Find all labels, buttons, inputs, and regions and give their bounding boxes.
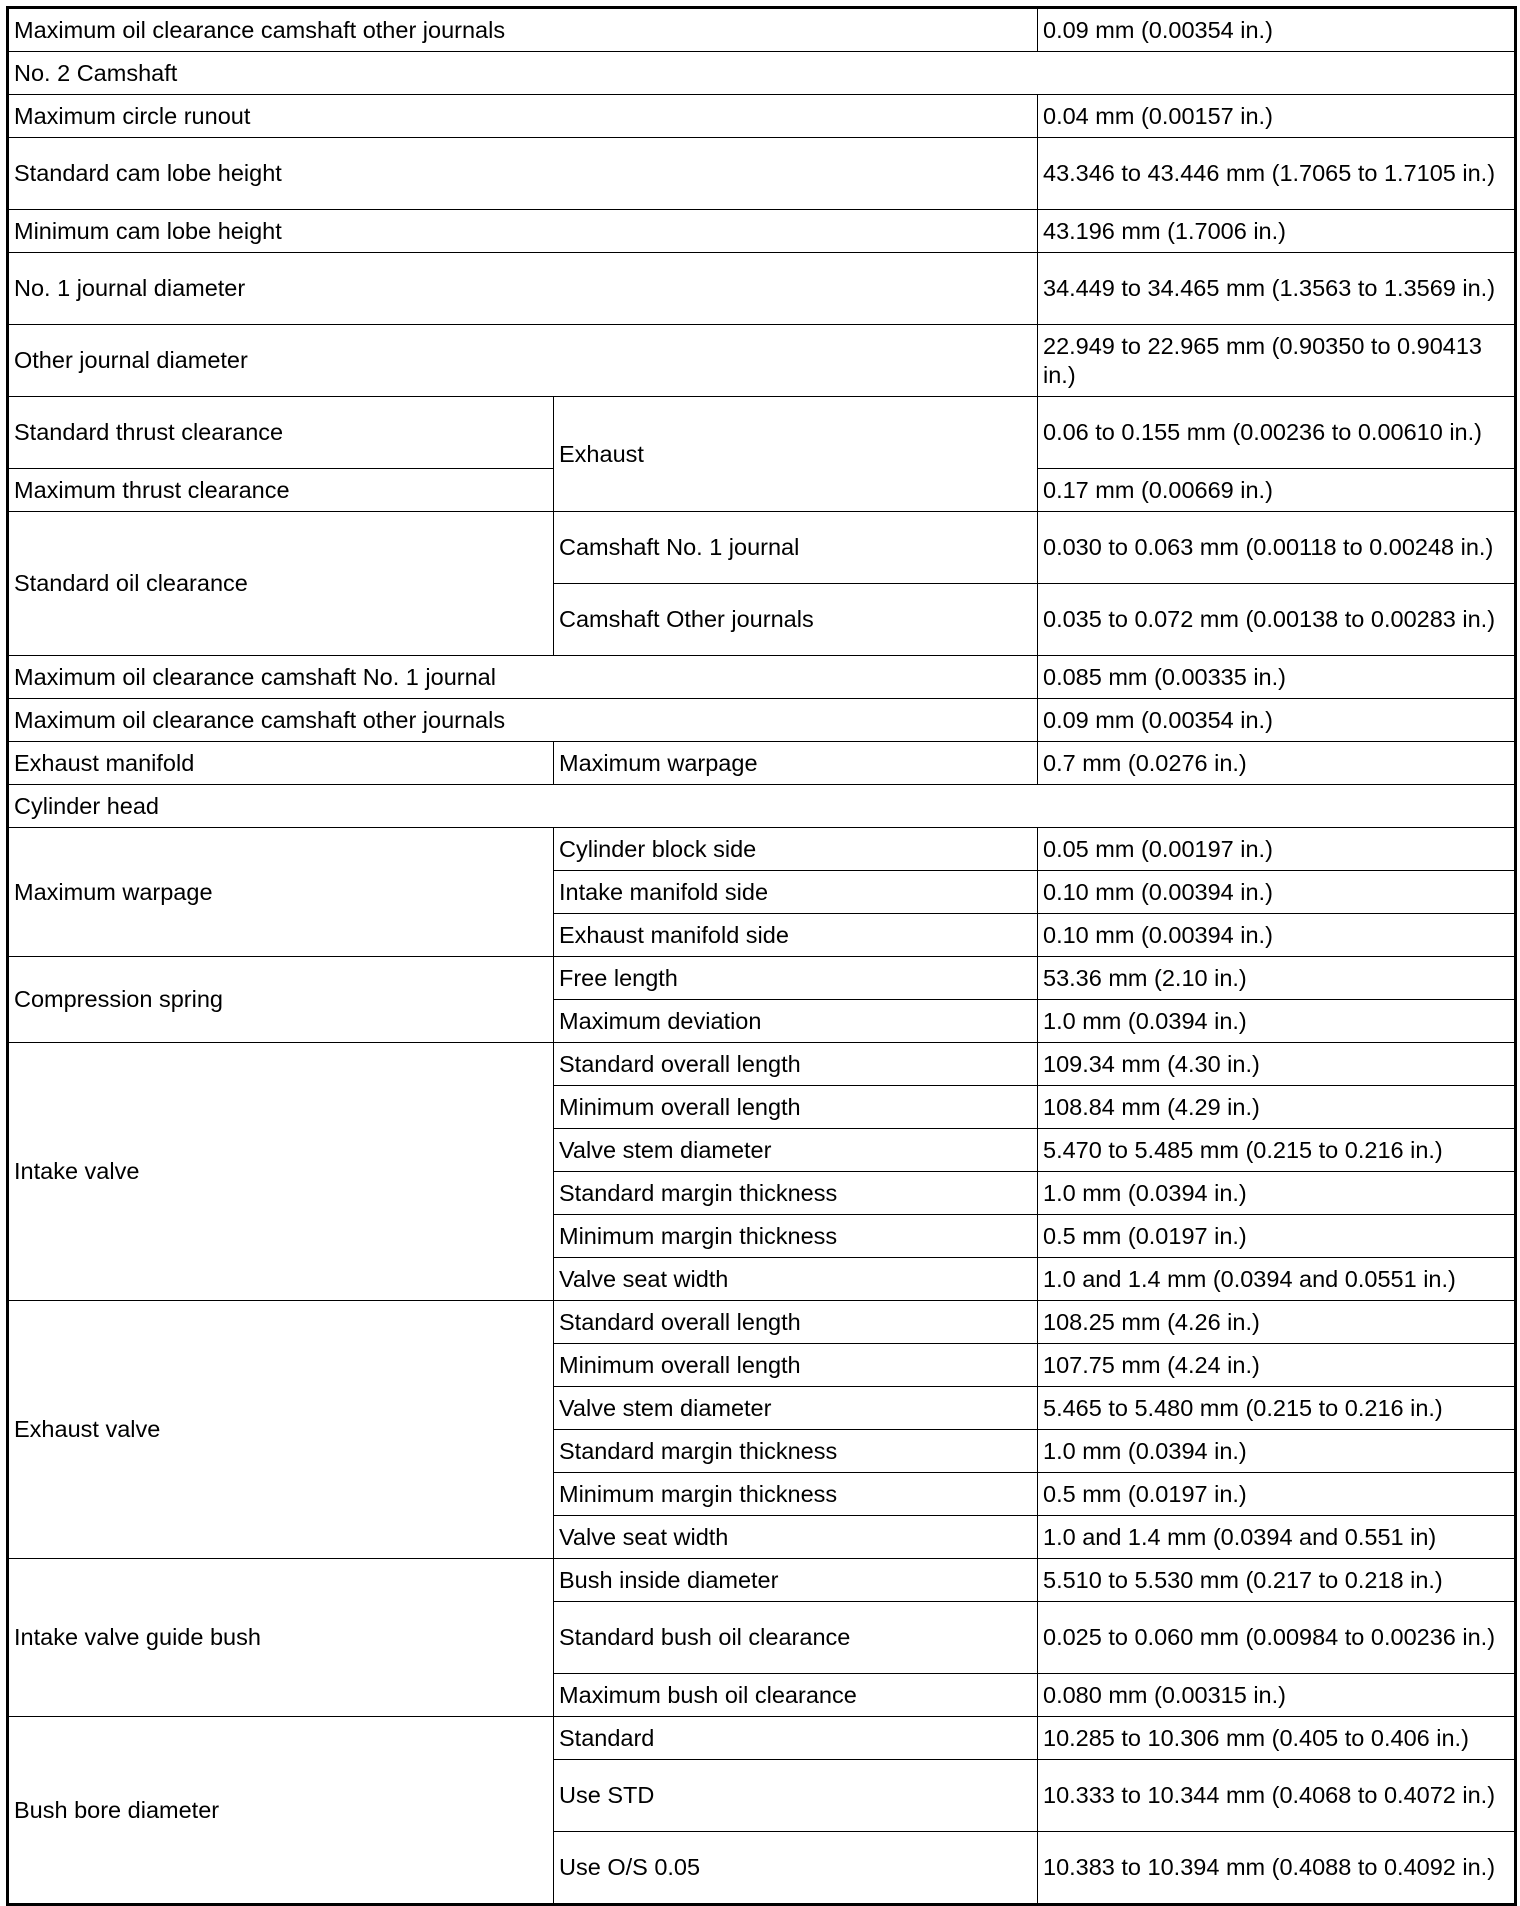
spec-subitem: Maximum bush oil clearance (554, 1674, 1038, 1717)
spec-subitem: Standard overall length (554, 1043, 1038, 1086)
spec-item: Maximum oil clearance camshaft No. 1 journal (8, 656, 1038, 699)
spec-value: 107.75 mm (4.24 in.) (1038, 1344, 1516, 1387)
spec-value: 0.035 to 0.072 mm (0.00138 to 0.00283 in.) (1038, 584, 1516, 656)
spec-subitem: Standard margin thickness (554, 1172, 1038, 1215)
spec-value: 10.333 to 10.344 mm (0.4068 to 0.4072 in.) (1038, 1760, 1516, 1832)
spec-subitem: Bush inside diameter (554, 1559, 1038, 1602)
spec-value: 0.5 mm (0.0197 in.) (1038, 1473, 1516, 1516)
spec-value: 1.0 mm (0.0394 in.) (1038, 1172, 1516, 1215)
spec-value: 0.030 to 0.063 mm (0.00118 to 0.00248 in.) (1038, 512, 1516, 584)
spec-value: 43.196 mm (1.7006 in.) (1038, 210, 1516, 253)
section-heading: Cylinder head (8, 785, 1516, 828)
spec-subitem: Free length (554, 957, 1038, 1000)
spec-subitem: Minimum overall length (554, 1344, 1038, 1387)
table-row (8, 95, 1516, 138)
spec-subitem: Use O/S 0.05 (554, 1832, 1038, 1905)
spec-item: Bush bore diameter (8, 1717, 554, 1905)
table-row (8, 699, 1516, 742)
table-row (8, 957, 1516, 1000)
spec-item: Minimum cam lobe height (8, 210, 1038, 253)
table-row (8, 52, 1516, 95)
spec-item: Exhaust manifold (8, 742, 554, 785)
table-row (8, 1043, 1516, 1086)
spec-value: 10.285 to 10.306 mm (0.405 to 0.406 in.) (1038, 1717, 1516, 1760)
table-row (8, 828, 1516, 871)
table-row (8, 656, 1516, 699)
spec-item: Intake valve (8, 1043, 554, 1301)
table-row (8, 138, 1516, 210)
table-row (8, 1717, 1516, 1760)
spec-subitem: Use STD (554, 1760, 1038, 1832)
spec-subitem: Minimum margin thickness (554, 1215, 1038, 1258)
spec-value: 34.449 to 34.465 mm (1.3563 to 1.3569 in.) (1038, 253, 1516, 325)
spec-item: Standard thrust clearance (8, 397, 554, 469)
table-row (8, 512, 1516, 584)
spec-subitem: Valve seat width (554, 1258, 1038, 1301)
table-row (8, 785, 1516, 828)
spec-subitem: Valve seat width (554, 1516, 1038, 1559)
spec-subitem: Maximum deviation (554, 1000, 1038, 1043)
spec-item: Standard cam lobe height (8, 138, 1038, 210)
spec-subitem: Exhaust (554, 397, 1038, 512)
spec-item: No. 1 journal diameter (8, 253, 1038, 325)
spec-value: 5.510 to 5.530 mm (0.217 to 0.218 in.) (1038, 1559, 1516, 1602)
spec-value: 0.17 mm (0.00669 in.) (1038, 469, 1516, 512)
spec-subitem: Camshaft No. 1 journal (554, 512, 1038, 584)
spec-value: 5.465 to 5.480 mm (0.215 to 0.216 in.) (1038, 1387, 1516, 1430)
spec-subitem: Valve stem diameter (554, 1129, 1038, 1172)
spec-item: Standard oil clearance (8, 512, 554, 656)
spec-value: 0.080 mm (0.00315 in.) (1038, 1674, 1516, 1717)
spec-value: 0.05 mm (0.00197 in.) (1038, 828, 1516, 871)
spec-value: 0.04 mm (0.00157 in.) (1038, 95, 1516, 138)
table-row (8, 8, 1516, 52)
spec-value: 0.085 mm (0.00335 in.) (1038, 656, 1516, 699)
spec-value: 0.09 mm (0.00354 in.) (1038, 699, 1516, 742)
spec-subitem: Standard bush oil clearance (554, 1602, 1038, 1674)
spec-subitem: Standard margin thickness (554, 1430, 1038, 1473)
spec-value: 108.25 mm (4.26 in.) (1038, 1301, 1516, 1344)
specification-table (6, 6, 1517, 1906)
spec-subitem: Standard overall length (554, 1301, 1038, 1344)
spec-value: 1.0 and 1.4 mm (0.0394 and 0.0551 in.) (1038, 1258, 1516, 1301)
spec-value: 1.0 mm (0.0394 in.) (1038, 1430, 1516, 1473)
table-row (8, 1301, 1516, 1344)
spec-item: Maximum oil clearance camshaft other journals (8, 699, 1038, 742)
spec-value: 109.34 mm (4.30 in.) (1038, 1043, 1516, 1086)
table-row (8, 325, 1516, 397)
section-heading: No. 2 Camshaft (8, 52, 1516, 95)
spec-item: Maximum oil clearance camshaft other journals (8, 8, 1038, 52)
spec-item: Exhaust valve (8, 1301, 554, 1559)
spec-subitem: Cylinder block side (554, 828, 1038, 871)
table-row (8, 742, 1516, 785)
spec-value: 0.7 mm (0.0276 in.) (1038, 742, 1516, 785)
spec-value: 0.10 mm (0.00394 in.) (1038, 871, 1516, 914)
spec-value: 0.025 to 0.060 mm (0.00984 to 0.00236 in.) (1038, 1602, 1516, 1674)
spec-subitem: Standard (554, 1717, 1038, 1760)
spec-value: 0.10 mm (0.00394 in.) (1038, 914, 1516, 957)
table-row (8, 210, 1516, 253)
spec-subitem: Maximum warpage (554, 742, 1038, 785)
table-row (8, 397, 1516, 469)
spec-value: 0.5 mm (0.0197 in.) (1038, 1215, 1516, 1258)
spec-value: 10.383 to 10.394 mm (0.4088 to 0.4092 in.) (1038, 1832, 1516, 1905)
spec-subitem: Valve stem diameter (554, 1387, 1038, 1430)
spec-value: 1.0 and 1.4 mm (0.0394 and 0.551 in) (1038, 1516, 1516, 1559)
spec-value: 0.09 mm (0.00354 in.) (1038, 8, 1516, 52)
spec-value: 0.06 to 0.155 mm (0.00236 to 0.00610 in.) (1038, 397, 1516, 469)
spec-value: 1.0 mm (0.0394 in.) (1038, 1000, 1516, 1043)
table-row (8, 1559, 1516, 1602)
spec-subitem: Minimum margin thickness (554, 1473, 1038, 1516)
spec-subitem: Minimum overall length (554, 1086, 1038, 1129)
spec-item: Maximum thrust clearance (8, 469, 554, 512)
spec-value: 108.84 mm (4.29 in.) (1038, 1086, 1516, 1129)
spec-subitem: Exhaust manifold side (554, 914, 1038, 957)
spec-value: 43.346 to 43.446 mm (1.7065 to 1.7105 in.) (1038, 138, 1516, 210)
spec-item: Compression spring (8, 957, 554, 1043)
spec-value: 53.36 mm (2.10 in.) (1038, 957, 1516, 1000)
spec-item: Intake valve guide bush (8, 1559, 554, 1717)
spec-value: 22.949 to 22.965 mm (0.90350 to 0.90413 in.) (1038, 325, 1516, 397)
table-row (8, 253, 1516, 325)
spec-subitem: Intake manifold side (554, 871, 1038, 914)
spec-subitem: Camshaft Other journals (554, 584, 1038, 656)
spec-item: Other journal diameter (8, 325, 1038, 397)
spec-item: Maximum warpage (8, 828, 554, 957)
spec-value: 5.470 to 5.485 mm (0.215 to 0.216 in.) (1038, 1129, 1516, 1172)
spec-item: Maximum circle runout (8, 95, 1038, 138)
